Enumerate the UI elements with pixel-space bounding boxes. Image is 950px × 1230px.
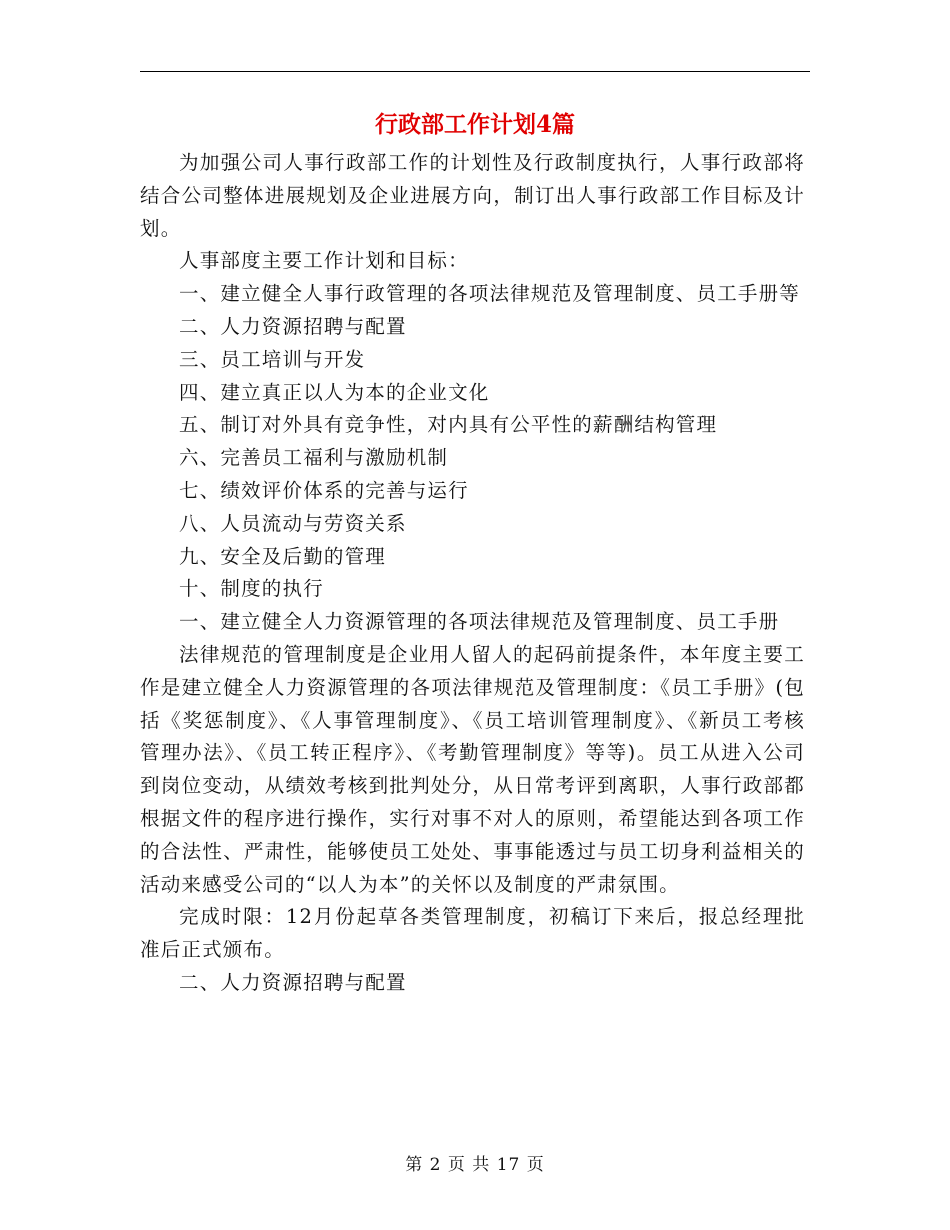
list-item: 七、绩效评价体系的完善与运行 [179, 478, 469, 502]
page-footer [140, 1153, 810, 1177]
list-item: 二、人力资源招聘与配置 [179, 314, 407, 338]
list-item: 五、制订对外具有竞争性，对内具有公平性的薪酬结构管理 [179, 413, 718, 437]
section-heading: 二、人力资源招聘与配置 [179, 970, 407, 994]
list-item: 八、人员流动与劳资关系 [179, 511, 407, 535]
list-item: 一、建立健全人事行政管理的各项法律规范及管理制度、员工手册等 [179, 282, 801, 306]
total-pages-number: 17 [496, 1155, 521, 1175]
footer-middle: 页 共 [447, 1155, 491, 1175]
section-lead: 人事部度主要工作计划和目标： [179, 249, 469, 273]
deadline-paragraph: 完成时限：12月份起草各类管理制度，初稿订下来后，报总经理批准后正式颁布。 [140, 905, 805, 962]
list-item: 十、制度的执行 [179, 577, 324, 601]
document-body [140, 147, 805, 1000]
list-item: 九、安全及后勤的管理 [179, 544, 387, 568]
list-item: 六、完善员工福利与激励机制 [179, 446, 449, 470]
document-title: 行政部工作计划4篇 [374, 111, 575, 138]
footer-prefix: 第 [405, 1155, 424, 1175]
header-rule [140, 71, 810, 72]
footer-suffix: 页 [526, 1155, 545, 1175]
list-item: 三、员工培训与开发 [179, 347, 366, 371]
section-heading: 一、建立健全人力资源管理的各项法律规范及管理制度、员工手册 [179, 610, 780, 634]
current-page-number: 2 [429, 1155, 442, 1175]
body-paragraph: 法律规范的管理制度是企业用人留人的起码前提条件，本年度主要工作是建立健全人力资源管理的各项法律规范及管理制度：《员工手册》(包括《奖惩制度》、《人事管理制度》、《员工培训管理制度》、《新员工考核管理办法》、《员工转正程序》、《考勤管理制度》等等)。员工从进入公司到岗位变动，从绩效考核到批判处分，从日常考评到离职，人事行政部都根据文件的程序进行操作，实行对事不对人的原则，希望能达到各项工作的合法性、严肃性，能够使员工处处、事事能透过与员工切身利益相关的活动来感受公司的“以人为本”的关怀以及制度的严肃氛围。 [140, 642, 805, 896]
list-item: 四、建立真正以人为本的企业文化 [179, 380, 490, 404]
intro-paragraph: 为加强公司人事行政部工作的计划性及行政制度执行，人事行政部将结合公司整体进展规划及企业进展方向，制订出人事行政部工作目标及计划。 [140, 151, 805, 240]
